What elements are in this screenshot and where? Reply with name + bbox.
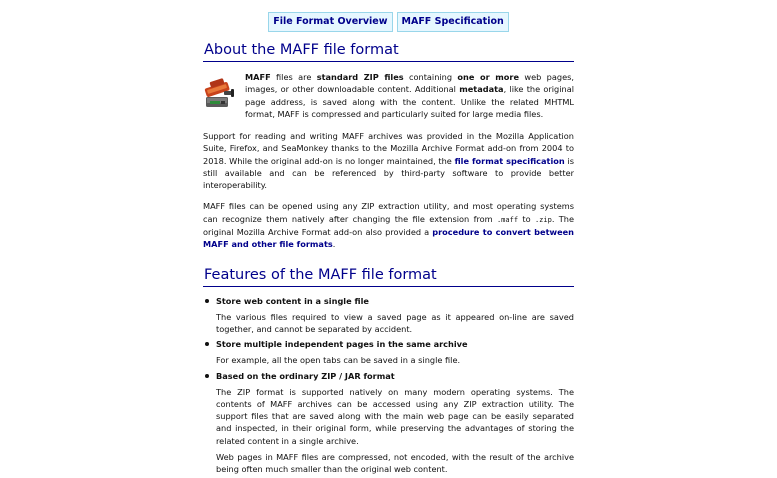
feature-title: Store web content in a single file xyxy=(216,295,369,306)
list-item xyxy=(203,338,574,366)
feature-description: Web pages in MAFF files are compressed, not encoded, with the result of the archive being often much smaller than the original web content. xyxy=(216,452,574,475)
feature-description: The various files required to view a saved page as it appeared on-line are saved together, and cannot be separated by accident. xyxy=(216,311,574,334)
convert-procedure-link[interactable]: procedure to convert between MAFF and other file formats xyxy=(203,227,574,250)
feature-title: Based on the ordinary ZIP / JAR format xyxy=(216,370,395,381)
intro-section xyxy=(203,71,574,121)
features-list xyxy=(203,295,574,476)
feature-title: Store multiple independent pages in the same archive xyxy=(216,339,468,350)
archive-tool-icon xyxy=(204,75,236,111)
intro-paragraph: MAFF files are standard ZIP files containing one or more web pages, images, or other downloadable content. Additional metadata, like the original page address, is saved along with the content. Unlike the related MHTML format, MAFF is compressed and particularly suited for large media files. xyxy=(245,72,574,119)
top-navigation xyxy=(0,12,777,32)
zip-extension: .zip xyxy=(534,215,552,224)
about-heading: About the MAFF file format xyxy=(203,39,574,62)
maff-extension: .maff xyxy=(496,215,519,224)
file-format-specification-link[interactable]: file format specification xyxy=(454,155,565,166)
tab-maff-specification[interactable]: MAFF Specification xyxy=(397,12,509,32)
list-item xyxy=(203,295,574,336)
features-heading: Features of the MAFF file format xyxy=(203,264,574,287)
main-content xyxy=(203,38,574,478)
feature-description: For example, all the open tabs can be saved in a single file. xyxy=(216,355,461,366)
support-paragraph: Support for reading and writing MAFF archives was provided in the Mozilla Application Suite, Firefox, and SeaMonkey thanks to the Mozilla Archive Format add-on from 2004 to 2018. While the original add-on is no longer maintained, the file format specification is still available and can be referenced by third-party software to provide better interoperability. xyxy=(203,131,574,191)
tab-file-format-overview[interactable]: File Format Overview xyxy=(268,12,392,32)
feature-description: The ZIP format is supported natively on many modern operating systems. The contents of MAFF archives can be accessed using any ZIP extraction utility. The support files that are saved along with the main web page can be easily separated and inspected, in their original form, while preserving the advantages of storing the related content in a single archive. xyxy=(216,386,574,446)
open-files-paragraph: MAFF files can be opened using any ZIP extraction utility, and most operating systems can recognize them natively after changing the file extension from .maff to .zip. The original Mozilla Archive Format add-on also provided a procedure to convert between MAFF and other file formats. xyxy=(203,201,574,250)
